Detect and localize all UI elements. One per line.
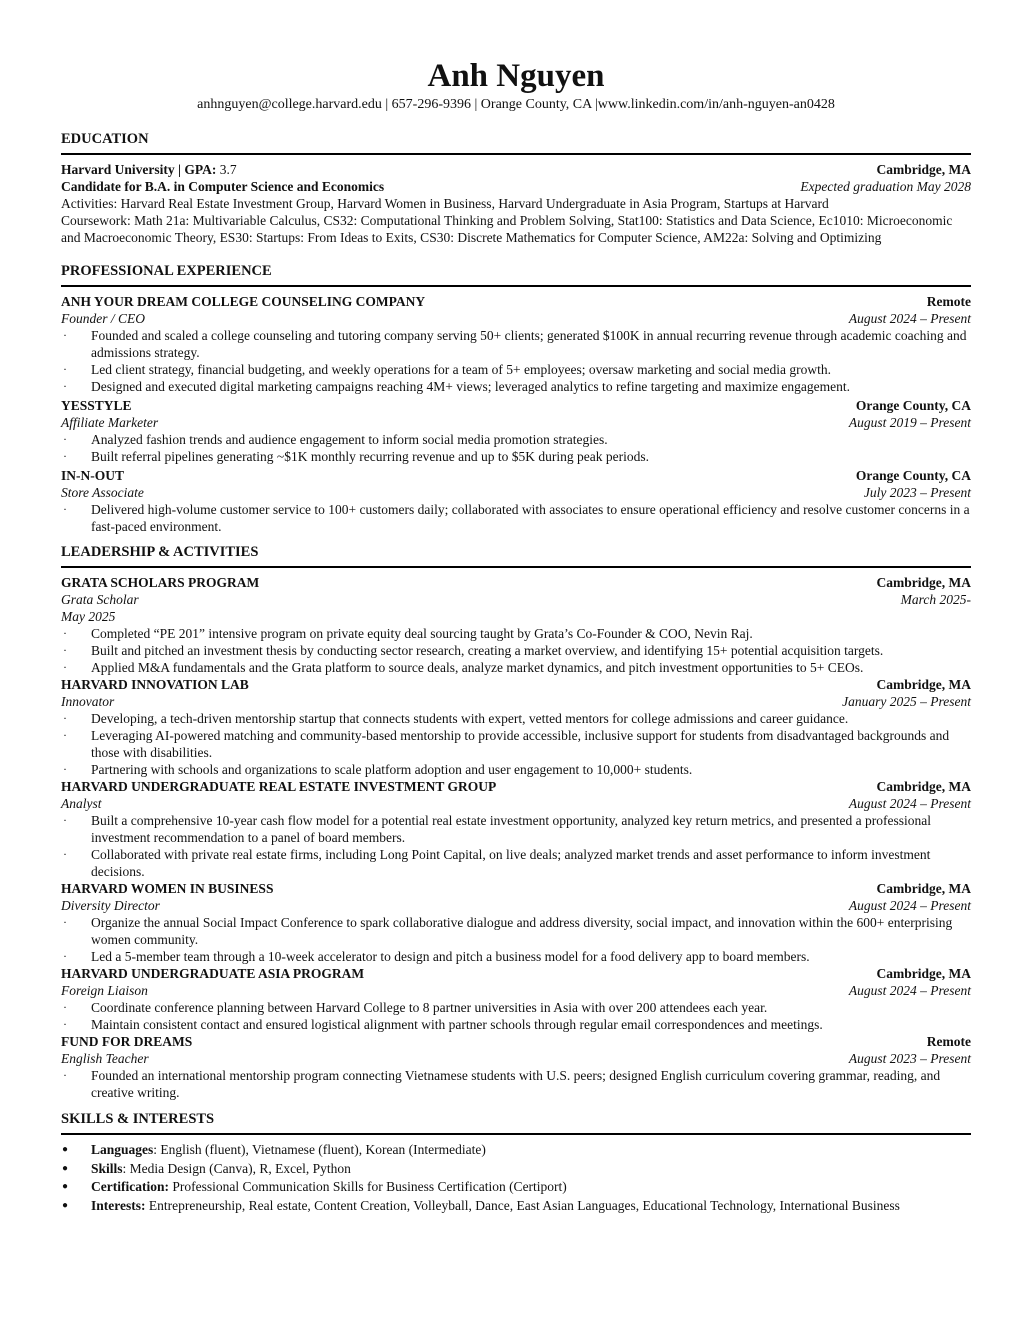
skill-value: Professional Communication Skills for Business Certification (Certiport) <box>168 1179 567 1194</box>
school-name: Harvard University | GPA: <box>61 162 217 177</box>
education-school-row <box>61 161 971 178</box>
bullet-item: · Founded and scaled a college counseling and tutoring company serving 50+ clients; generated $100K in annual recurring revenue through academic coaching and admissions strategy. <box>61 327 971 361</box>
dates: August 2024 – Present <box>848 983 971 998</box>
dates: August 2024 – Present <box>848 796 971 811</box>
org-name: FUND FOR DREAMS <box>61 1034 193 1049</box>
role: Foreign Liaison <box>61 983 148 998</box>
skill-label: Interests: <box>91 1197 146 1213</box>
skill-label: Certification: <box>91 1179 169 1194</box>
entry-header <box>61 965 971 982</box>
org-name: HARVARD UNDERGRADUATE ASIA PROGRAM <box>61 966 365 981</box>
org-location: Remote <box>926 1034 971 1049</box>
org-location: Cambridge, MA <box>876 966 971 981</box>
org-location: Orange County, CA <box>855 398 971 413</box>
entry-header <box>61 1033 971 1050</box>
dates: July 2023 – Present <box>863 485 971 500</box>
bullet-list <box>61 812 971 880</box>
bullet-item: · Built referral pipelines generating ~$1K monthly recurring revenue and up to $5K during peak periods. <box>61 448 971 465</box>
role: Store Associate <box>61 485 144 500</box>
bullet-item: · Coordinate conference planning between Harvard College to 8 partner universities in Asia with over 200 attendees each year. <box>61 999 971 1016</box>
role: Analyst <box>61 796 102 811</box>
org-name: YESSTYLE <box>61 398 132 413</box>
bullet-list <box>61 914 971 965</box>
education-section <box>61 130 971 246</box>
bullet-item: · Leveraging AI-powered matching and community-based mentorship to provide accessible, inclusive support for students from disadvantaged backgrounds and those with disabilities. <box>61 727 971 761</box>
org-name: ANH YOUR DREAM COLLEGE COUNSELING COMPANY <box>61 294 426 309</box>
leadership-entry <box>61 1033 971 1101</box>
bullet-item: · Designed and executed digital marketing campaigns reaching 4M+ views; leveraged analytics to refine targeting and maximize engagement. <box>61 378 971 395</box>
skills-list <box>61 1141 971 1215</box>
bullet-list <box>61 431 971 465</box>
bullet-list <box>61 625 971 676</box>
bullet-item: · Led client strategy, financial budgeting, and weekly operations for a team of 5+ employees; oversaw marketing and social media growth. <box>61 361 971 378</box>
leadership-entry <box>61 880 971 965</box>
skill-value: Entrepreneurship, Real estate, Content Creation, Volleyball, Dance, East Asian Languages, Educational Technology, International Business <box>145 1197 900 1213</box>
coursework: Coursework: Math 21a: Multivariable Calculus, CS32: Computational Thinking and Problem Solving, Stat100: Statistics and Data Science, Ec1010: Microeconomic and Macroeconomic Theory, ES30: Startups: From Ideas to Exits, CS30: Discrete Mathematics for Computer Science, AM22a: Solving and Optimizing <box>61 213 953 245</box>
role: Diversity Director <box>61 898 160 913</box>
entry-subheader <box>61 310 971 327</box>
role: English Teacher <box>61 1051 149 1066</box>
bullet-list <box>61 1067 971 1101</box>
experience-section <box>61 262 971 535</box>
gpa-value: 3.7 <box>219 162 237 177</box>
bullet-item: · Built a comprehensive 10-year cash flow model for a potential real estate investment opportunity, analyzed key return metrics, and presented a professional investment recommendation to a panel of board members. <box>61 812 971 846</box>
experience-entry <box>61 293 971 395</box>
bullet-item: · Collaborated with private real estate firms, including Long Point Capital, on live deals; analyzed market trends and asset performance to inform investment decisions. <box>61 846 971 880</box>
entry-subheader <box>61 982 971 999</box>
dates: August 2023 – Present <box>848 1051 971 1066</box>
bullet-item: · Analyzed fashion trends and audience engagement to inform social media promotion strategies. <box>61 431 971 448</box>
dates: March 2025- <box>900 592 971 607</box>
skill-item <box>61 1178 971 1197</box>
skill-item <box>61 1160 971 1179</box>
entry-header <box>61 467 971 484</box>
role: Innovator <box>61 694 115 709</box>
entry-subheader <box>61 591 971 608</box>
activities: Activities: Harvard Real Estate Investment Group, Harvard Women in Business, Harvard Undergraduate in Asia Program, Startups at Harvard <box>61 196 829 211</box>
bullet-item: · Completed “PE 201” intensive program on private equity deal sourcing taught by Grata’s Co-Founder & COO, Nevin Raj. <box>61 625 971 642</box>
bullet-list <box>61 999 971 1033</box>
section-title: EDUCATION <box>61 130 971 155</box>
skills-section <box>61 1110 971 1215</box>
bullet-item: · Founded an international mentorship program connecting Vietnamese students with U.S. peers; designed English curriculum covering grammar, reading, and creative writing. <box>61 1067 971 1101</box>
bullet-item: · Organize the annual Social Impact Conference to spark collaborative dialogue and address diversity, social impact, and innovation within the 600+ enterprising women community. <box>61 914 971 948</box>
skill-item <box>61 1141 971 1160</box>
bullet-item: · Built and pitched an investment thesis by conducting sector research, creating a market overview, and identifying 15+ potential acquisition targets. <box>61 642 971 659</box>
role: Affiliate Marketer <box>61 415 159 430</box>
experience-entry <box>61 467 971 535</box>
contact-line: anhnguyen@college.harvard.edu | 657-296-9396 | Orange County, CA |www.linkedin.com/in/anh-nguyen-an0428 <box>197 97 835 112</box>
skill-value: : Media Design (Canva), R, Excel, Python <box>122 1160 351 1176</box>
entry-header <box>61 574 971 591</box>
leadership-entry <box>61 778 971 880</box>
entry-header <box>61 293 971 310</box>
degree: Candidate for B.A. in Computer Science and Economics <box>61 179 385 194</box>
role: Founder / CEO <box>61 311 145 326</box>
entry-header <box>61 397 971 414</box>
skill-value: : English (fluent), Vietnamese (fluent), Korean (Intermediate) <box>153 1142 486 1157</box>
entry-subheader <box>61 795 971 812</box>
section-title: PROFESSIONAL EXPERIENCE <box>61 262 971 287</box>
org-name: HARVARD UNDERGRADUATE REAL ESTATE INVESTMENT GROUP <box>61 779 497 794</box>
org-name: HARVARD WOMEN IN BUSINESS <box>61 881 274 896</box>
org-location: Cambridge, MA <box>876 677 971 692</box>
org-location: Orange County, CA <box>855 468 971 483</box>
bullet-item: · Maintain consistent contact and ensured logistical alignment with partner schools through regular email correspondences and meetings. <box>61 1016 971 1033</box>
bullet-list <box>61 327 971 395</box>
section-title: SKILLS & INTERESTS <box>61 1110 971 1135</box>
org-location: Remote <box>926 294 971 309</box>
skill-item <box>61 1197 971 1216</box>
dates: August 2024 – Present <box>848 311 971 326</box>
bullet-list <box>61 710 971 778</box>
org-location: Cambridge, MA <box>876 881 971 896</box>
leadership-section <box>61 543 971 1101</box>
bullet-item: · Delivered high-volume customer service to 100+ customers daily; collaborated with associates to ensure operational efficiency and resolve customer concerns in a fast-paced environment. <box>61 501 971 535</box>
leadership-entry <box>61 574 971 676</box>
entry-subheader <box>61 693 971 710</box>
org-location: Cambridge, MA <box>876 779 971 794</box>
bullet-list <box>61 501 971 535</box>
org-location: Cambridge, MA <box>876 575 971 590</box>
leadership-entry <box>61 676 971 778</box>
education-degree-row <box>61 178 971 195</box>
experience-entry <box>61 397 971 465</box>
leadership-entry <box>61 965 971 1033</box>
dates: August 2019 – Present <box>848 415 971 430</box>
candidate-name: Anh Nguyen <box>427 58 605 94</box>
org-name: GRATA SCHOLARS PROGRAM <box>61 575 260 590</box>
bullet-item: · Led a 5-member team through a 10-week accelerator to design and pitch a business model for a food delivery app to board members. <box>61 948 971 965</box>
section-title: LEADERSHIP & ACTIVITIES <box>61 543 971 568</box>
org-name: IN-N-OUT <box>61 468 124 483</box>
entry-header <box>61 880 971 897</box>
bullet-item: · Developing, a tech-driven mentorship startup that connects students with expert, vetted mentors for college admissions and career guidance. <box>61 710 971 727</box>
entry-header <box>61 676 971 693</box>
school-location: Cambridge, MA <box>876 162 971 177</box>
entry-subheader <box>61 897 971 914</box>
entry-subheader <box>61 414 971 431</box>
graduation-date: Expected graduation May 2028 <box>800 179 971 194</box>
skill-label: Languages <box>91 1142 154 1157</box>
school-line <box>61 161 237 178</box>
role: Grata Scholar <box>61 592 139 607</box>
dates: August 2024 – Present <box>848 898 971 913</box>
org-name: HARVARD INNOVATION LAB <box>61 677 249 692</box>
entry-subheader <box>61 484 971 501</box>
bullet-item: · Partnering with schools and organizations to scale platform adoption and user engagement to 10,000+ students. <box>61 761 971 778</box>
entry-subheader <box>61 1050 971 1067</box>
entry-header <box>61 778 971 795</box>
bullet-item: · Applied M&A fundamentals and the Grata platform to source deals, analyze market dynamics, and pitch investment opportunities to 5+ CEOs. <box>61 659 971 676</box>
dates: January 2025 – Present <box>842 694 971 709</box>
dates-continued: May 2025 <box>61 609 116 624</box>
skill-label: Skills <box>91 1160 123 1176</box>
